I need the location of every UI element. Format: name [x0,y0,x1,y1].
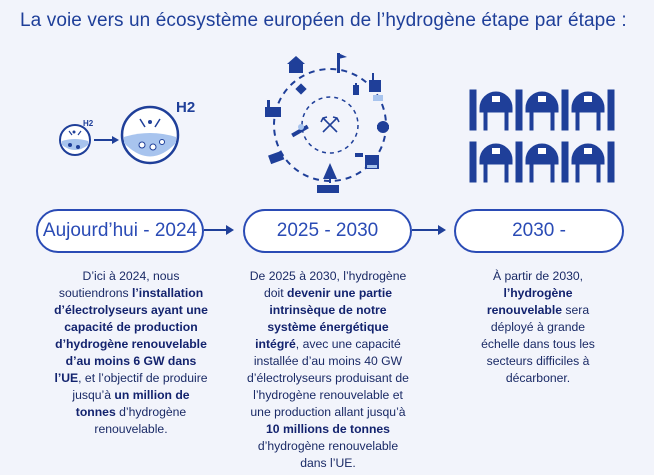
desc-text: À partir de 2030, [492,269,584,283]
desc-text: De 2025 à 2030, l’hydrogène doit [249,269,407,300]
stage-description [472,268,604,387]
desc-highlight: l’installation d’électrolyseurs ayant une capacité de production d’hydrogène renouvelable d’au moins 6 GW dans l’UE [54,286,208,385]
stage-description [52,268,210,438]
h2-small-label: H2 [83,119,94,128]
electrolysis-icon-group [50,95,200,170]
stage-label: 2030 - [512,220,566,241]
stage-label: Aujourd’hui - 2024 [42,220,198,241]
stage-label: 2025 - 2030 [276,220,379,241]
stage-2030-onward [454,209,624,253]
stage-description [245,268,411,472]
h2-large-label: H2 [176,99,196,116]
electrolysis-large-icon [122,107,178,163]
desc-text: sera déployé à grande échelle dans tous les secteurs difficiles à décarboner. [481,303,595,385]
page-title: La voie vers un écosystème européen de l’hydrogène étape par étape : [20,10,627,31]
energy-system-wheel-icon [255,45,405,195]
desc-text: , avec une capacité installée d’au moins 40 GW d’électrolyseurs produisant de l’hydrogène renouvelable et une production allant jusqu’à [247,337,409,419]
desc-text: d’hydrogène renouvelable dans l’UE. [257,439,399,470]
electrolysis-small-icon [60,125,90,155]
desc-highlight: 10 millions de tonnes [266,422,390,436]
timeline-arrow-icon [438,225,446,235]
desc-text: d’hydrogène renouvelable. [94,405,187,436]
stage-today-2024 [36,209,204,253]
desc-text: D’ici à 2024, nous soutiendrons [58,269,180,300]
desc-highlight: devenir une partie intrinsèque de notre système énergétique intégré [255,286,393,351]
timeline-arrow-icon [226,225,234,235]
stage-2025-2030 [243,209,412,253]
desc-text: , et l’objectif de produire jusqu’à [72,371,208,402]
desc-highlight: un million de tonnes [75,388,190,419]
desc-highlight: l’hydrogène renouvelable [486,286,573,317]
industrial-storage-tanks-icon [466,80,616,190]
